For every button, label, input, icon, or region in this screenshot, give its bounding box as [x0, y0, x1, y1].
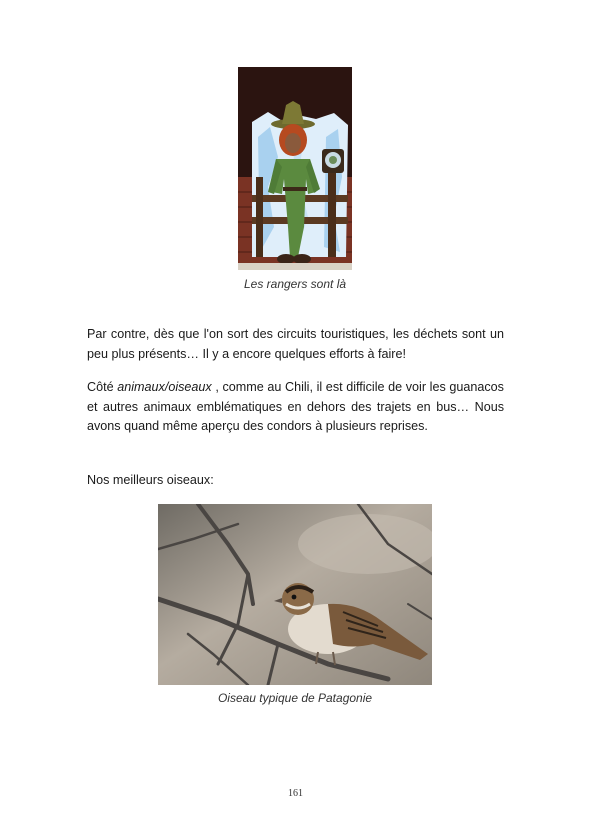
animals-emphasis: animaux/oiseaux [117, 380, 212, 394]
figure-caption-rangers: Les rangers sont là [243, 277, 347, 291]
figure-caption-bird: Oiseau typique de Patagonie [217, 691, 373, 705]
paragraph-animals-rest: , comme au Chili, il est difficile de voir les guanacos et autres animaux emblématiques en dehors des trajets en bus… Nous avons quand même aperçu des condors à plusieurs reprises. [87, 380, 504, 433]
paragraph-animals [87, 378, 504, 437]
bird-photo [158, 504, 432, 685]
page-number: 161 [288, 788, 303, 799]
paragraph-animals-start: Côté [87, 380, 118, 394]
paragraph-waste: Par contre, dès que l'on sort des circuits touristiques, les déchets sont un peu plus présents… Il y a encore quelques efforts à faire! [87, 327, 504, 361]
rangers-photo [238, 67, 352, 270]
paragraph-birds-intro: Nos meilleurs oiseaux: [87, 473, 214, 487]
